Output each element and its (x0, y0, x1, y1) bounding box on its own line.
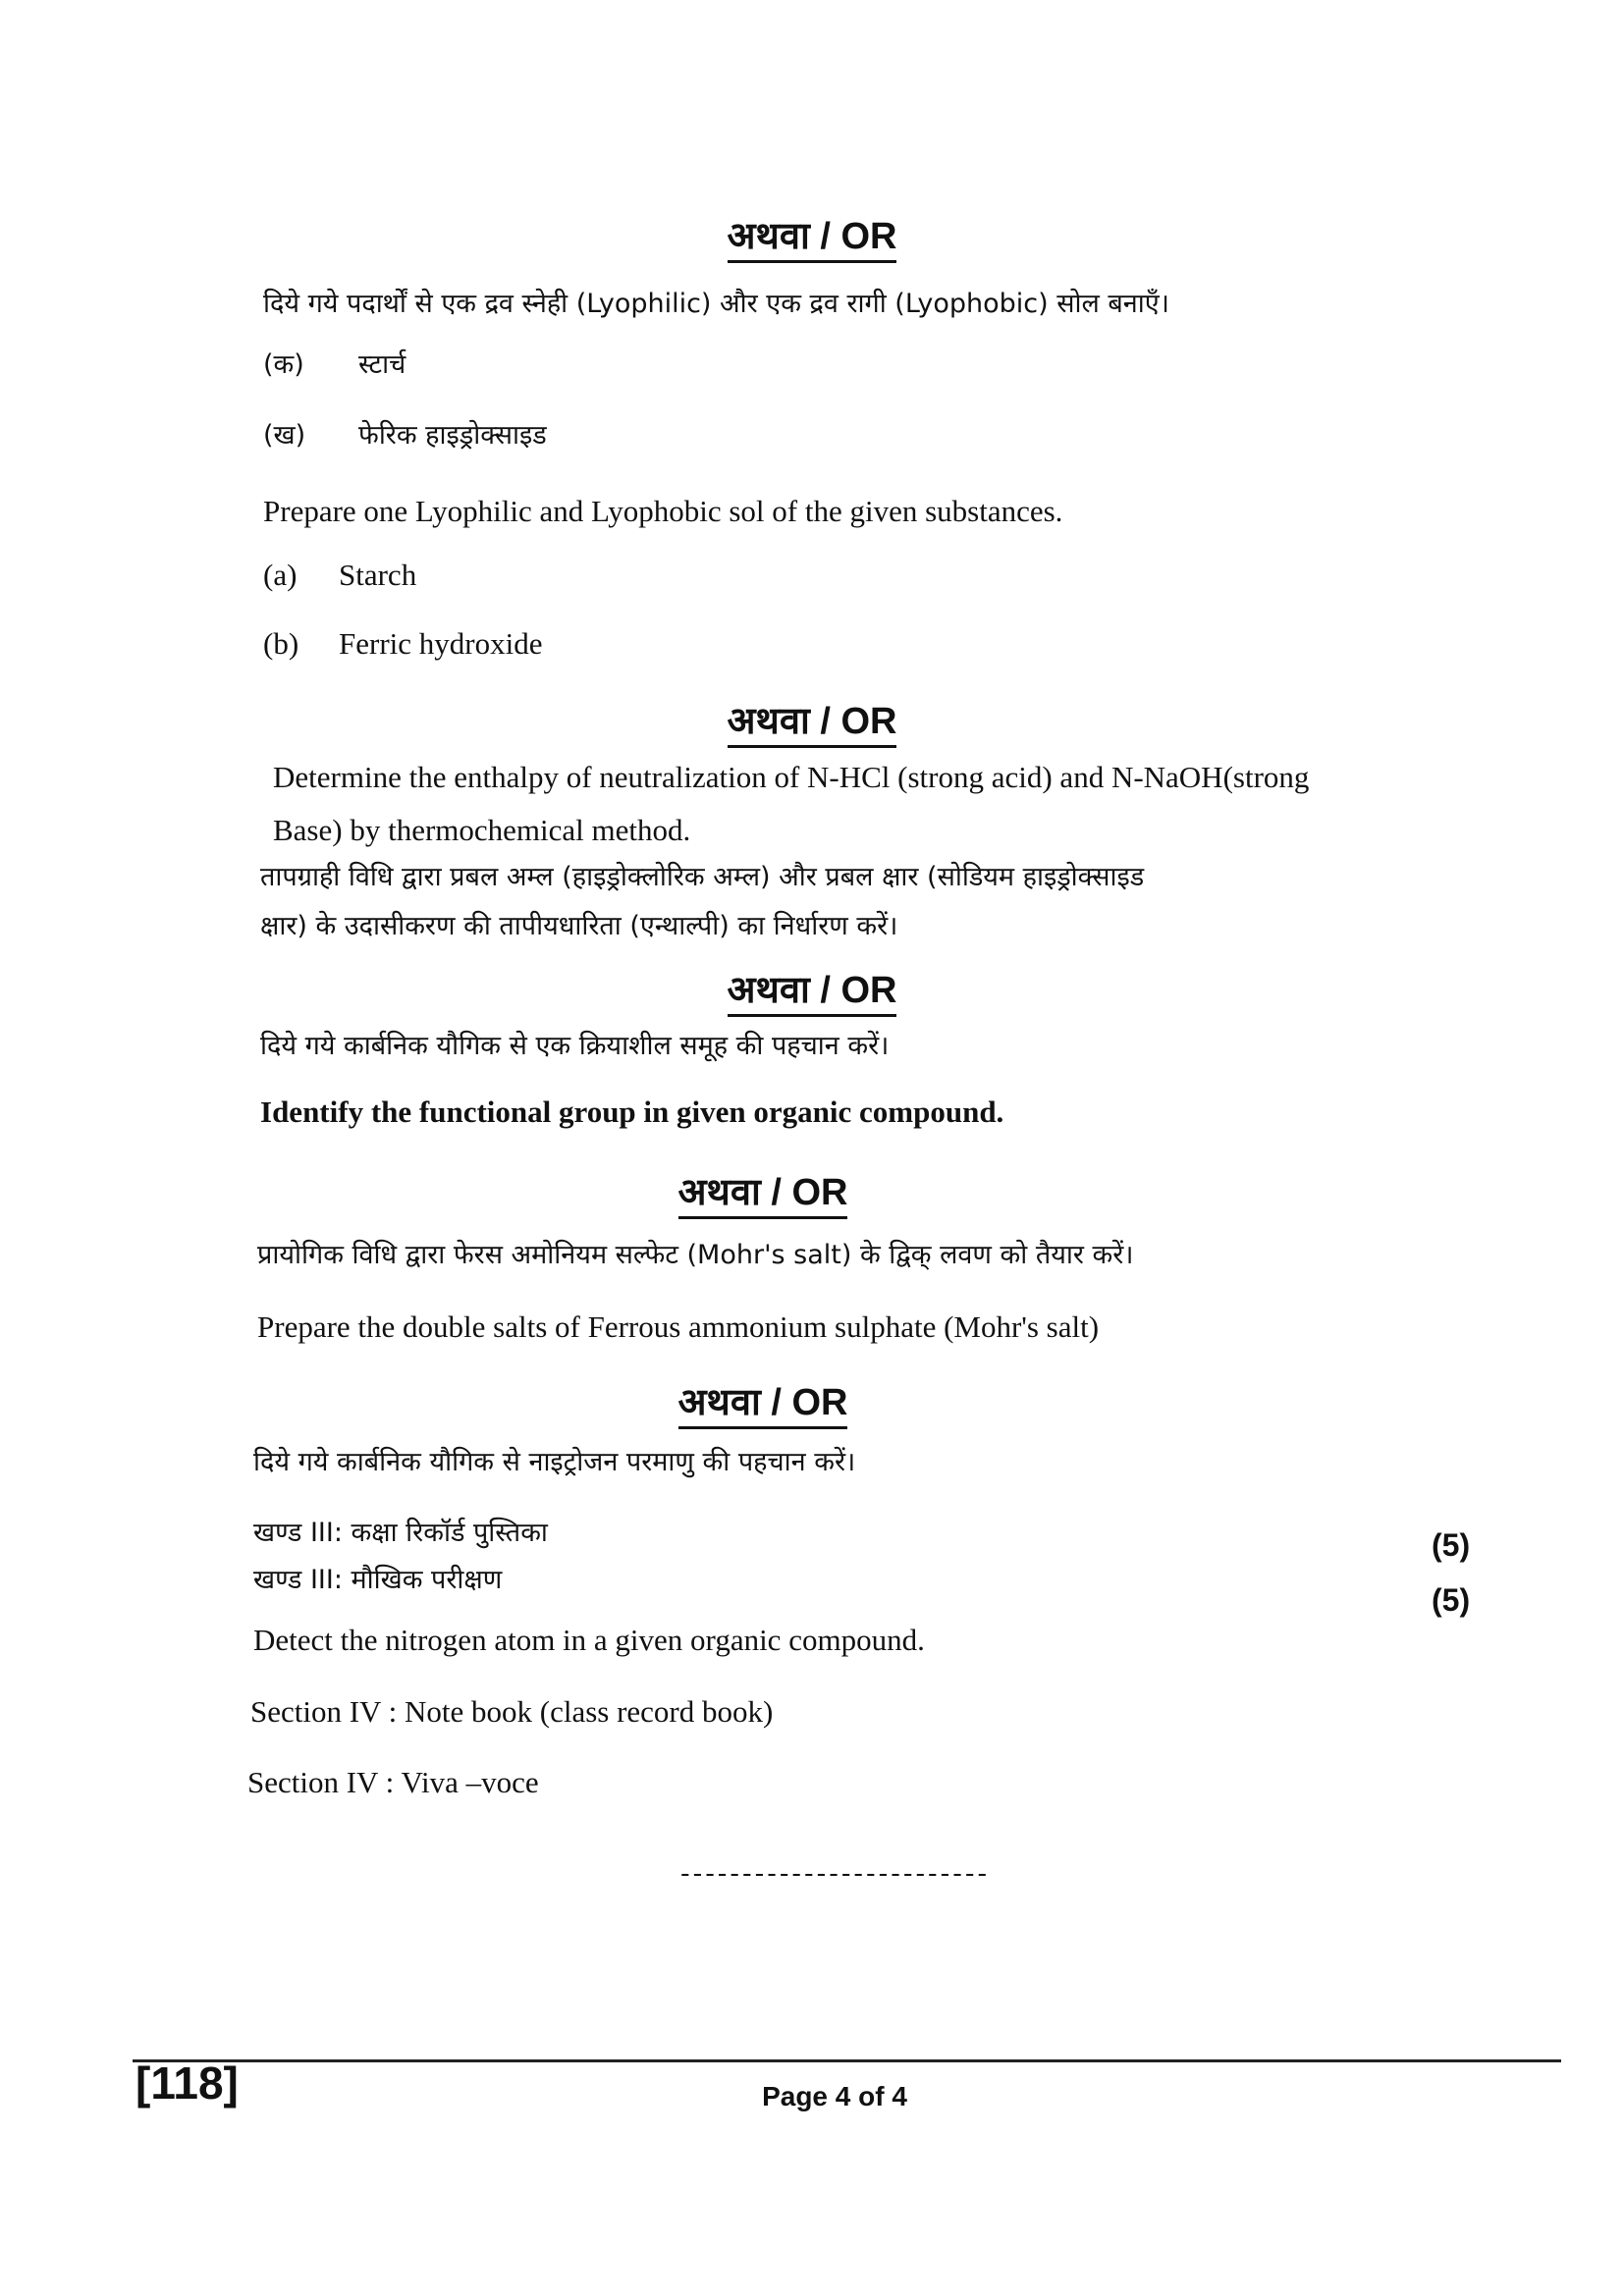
q2-hindi-line-1: तापग्राही विधि द्वारा प्रबल अम्ल (हाइड्रोक्लोरिक अम्ल) और प्रबल क्षार (सोडियम हाइड्रोक्साइड (260, 862, 1145, 892)
section-iii-hindi-2: खण्ड III: मौखिक परीक्षण (253, 1565, 503, 1595)
q1-english: Prepare one Lyophilic and Lyophobic sol of the given substances. (263, 494, 1063, 528)
section-iii-hindi-1: खण्ड III: कक्षा रिकॉर्ड पुस्तिका (253, 1518, 548, 1548)
or-heading-3: अथवा / OR (0, 972, 1624, 1009)
q2-hindi-line-2: क्षार) के उदासीकरण की तापीयधारिता (एन्थाल्पी) का निर्धारण करें। (260, 911, 898, 941)
q1-hindi-item-label: (क) (263, 349, 304, 380)
q1-english-item: Ferric hydroxide (339, 626, 543, 661)
q4-english: Prepare the double salts of Ferrous ammonium sulphate (Mohr's salt) (257, 1309, 1100, 1344)
q1-hindi: दिये गये पदार्थों से एक द्रव स्नेही (Lyophilic) और एक द्रव रागी (Lyophobic) सोल बनाएँ। (263, 289, 1169, 319)
or-heading-5: अथवा / OR (0, 1384, 1575, 1421)
q1-english-item: Starch (339, 558, 417, 592)
q1-hindi-item-label: (ख) (263, 420, 306, 451)
q4-hindi: प्रायोगिक विधि द्वारा फेरस अमोनियम सल्फेट (Mohr's salt) के द्विक् लवण को तैयार करें। (257, 1240, 1134, 1270)
or-heading-2: अथवा / OR (0, 703, 1624, 740)
q5-english: Detect the nitrogen atom in a given organic compound. (253, 1623, 925, 1657)
q1-english-item-label: (a) (263, 558, 298, 592)
footer-rule (133, 2059, 1561, 2062)
or-heading-4: अथवा / OR (0, 1174, 1575, 1211)
q1-hindi-item: फेरिक हाइड्रोक्साइड (358, 420, 547, 451)
q2-english-line-2: Base) by thermochemical method. (273, 813, 691, 847)
section-iv-2: Section IV : Viva –voce (247, 1765, 539, 1799)
paper-code: [118] (135, 2057, 239, 2109)
or-heading-1: अथवा / OR (0, 218, 1624, 255)
section-iv-1: Section IV : Note book (class record book) (250, 1694, 774, 1729)
q3-hindi: दिये गये कार्बनिक यौगिक से एक क्रियाशील समूह की पहचान करें। (260, 1031, 890, 1061)
page-number: Page 4 of 4 (762, 2081, 907, 2111)
q2-english-line-1: Determine the enthalpy of neutralization of N-HCl (strong acid) and N-NaOH(strong (273, 760, 1310, 794)
marks-2: (5) (1432, 1582, 1471, 1618)
q5-hindi: दिये गये कार्बनिक यौगिक से नाइट्रोजन परमाणु की पहचान करें। (253, 1447, 856, 1477)
q3-english: Identify the functional group in given organic compound. (260, 1095, 1004, 1129)
marks-1: (5) (1432, 1527, 1471, 1563)
end-dashes: ------------------------- (677, 1860, 988, 1890)
q1-english-item-label: (b) (263, 626, 299, 661)
q1-hindi-item: स्टार्च (358, 349, 406, 380)
